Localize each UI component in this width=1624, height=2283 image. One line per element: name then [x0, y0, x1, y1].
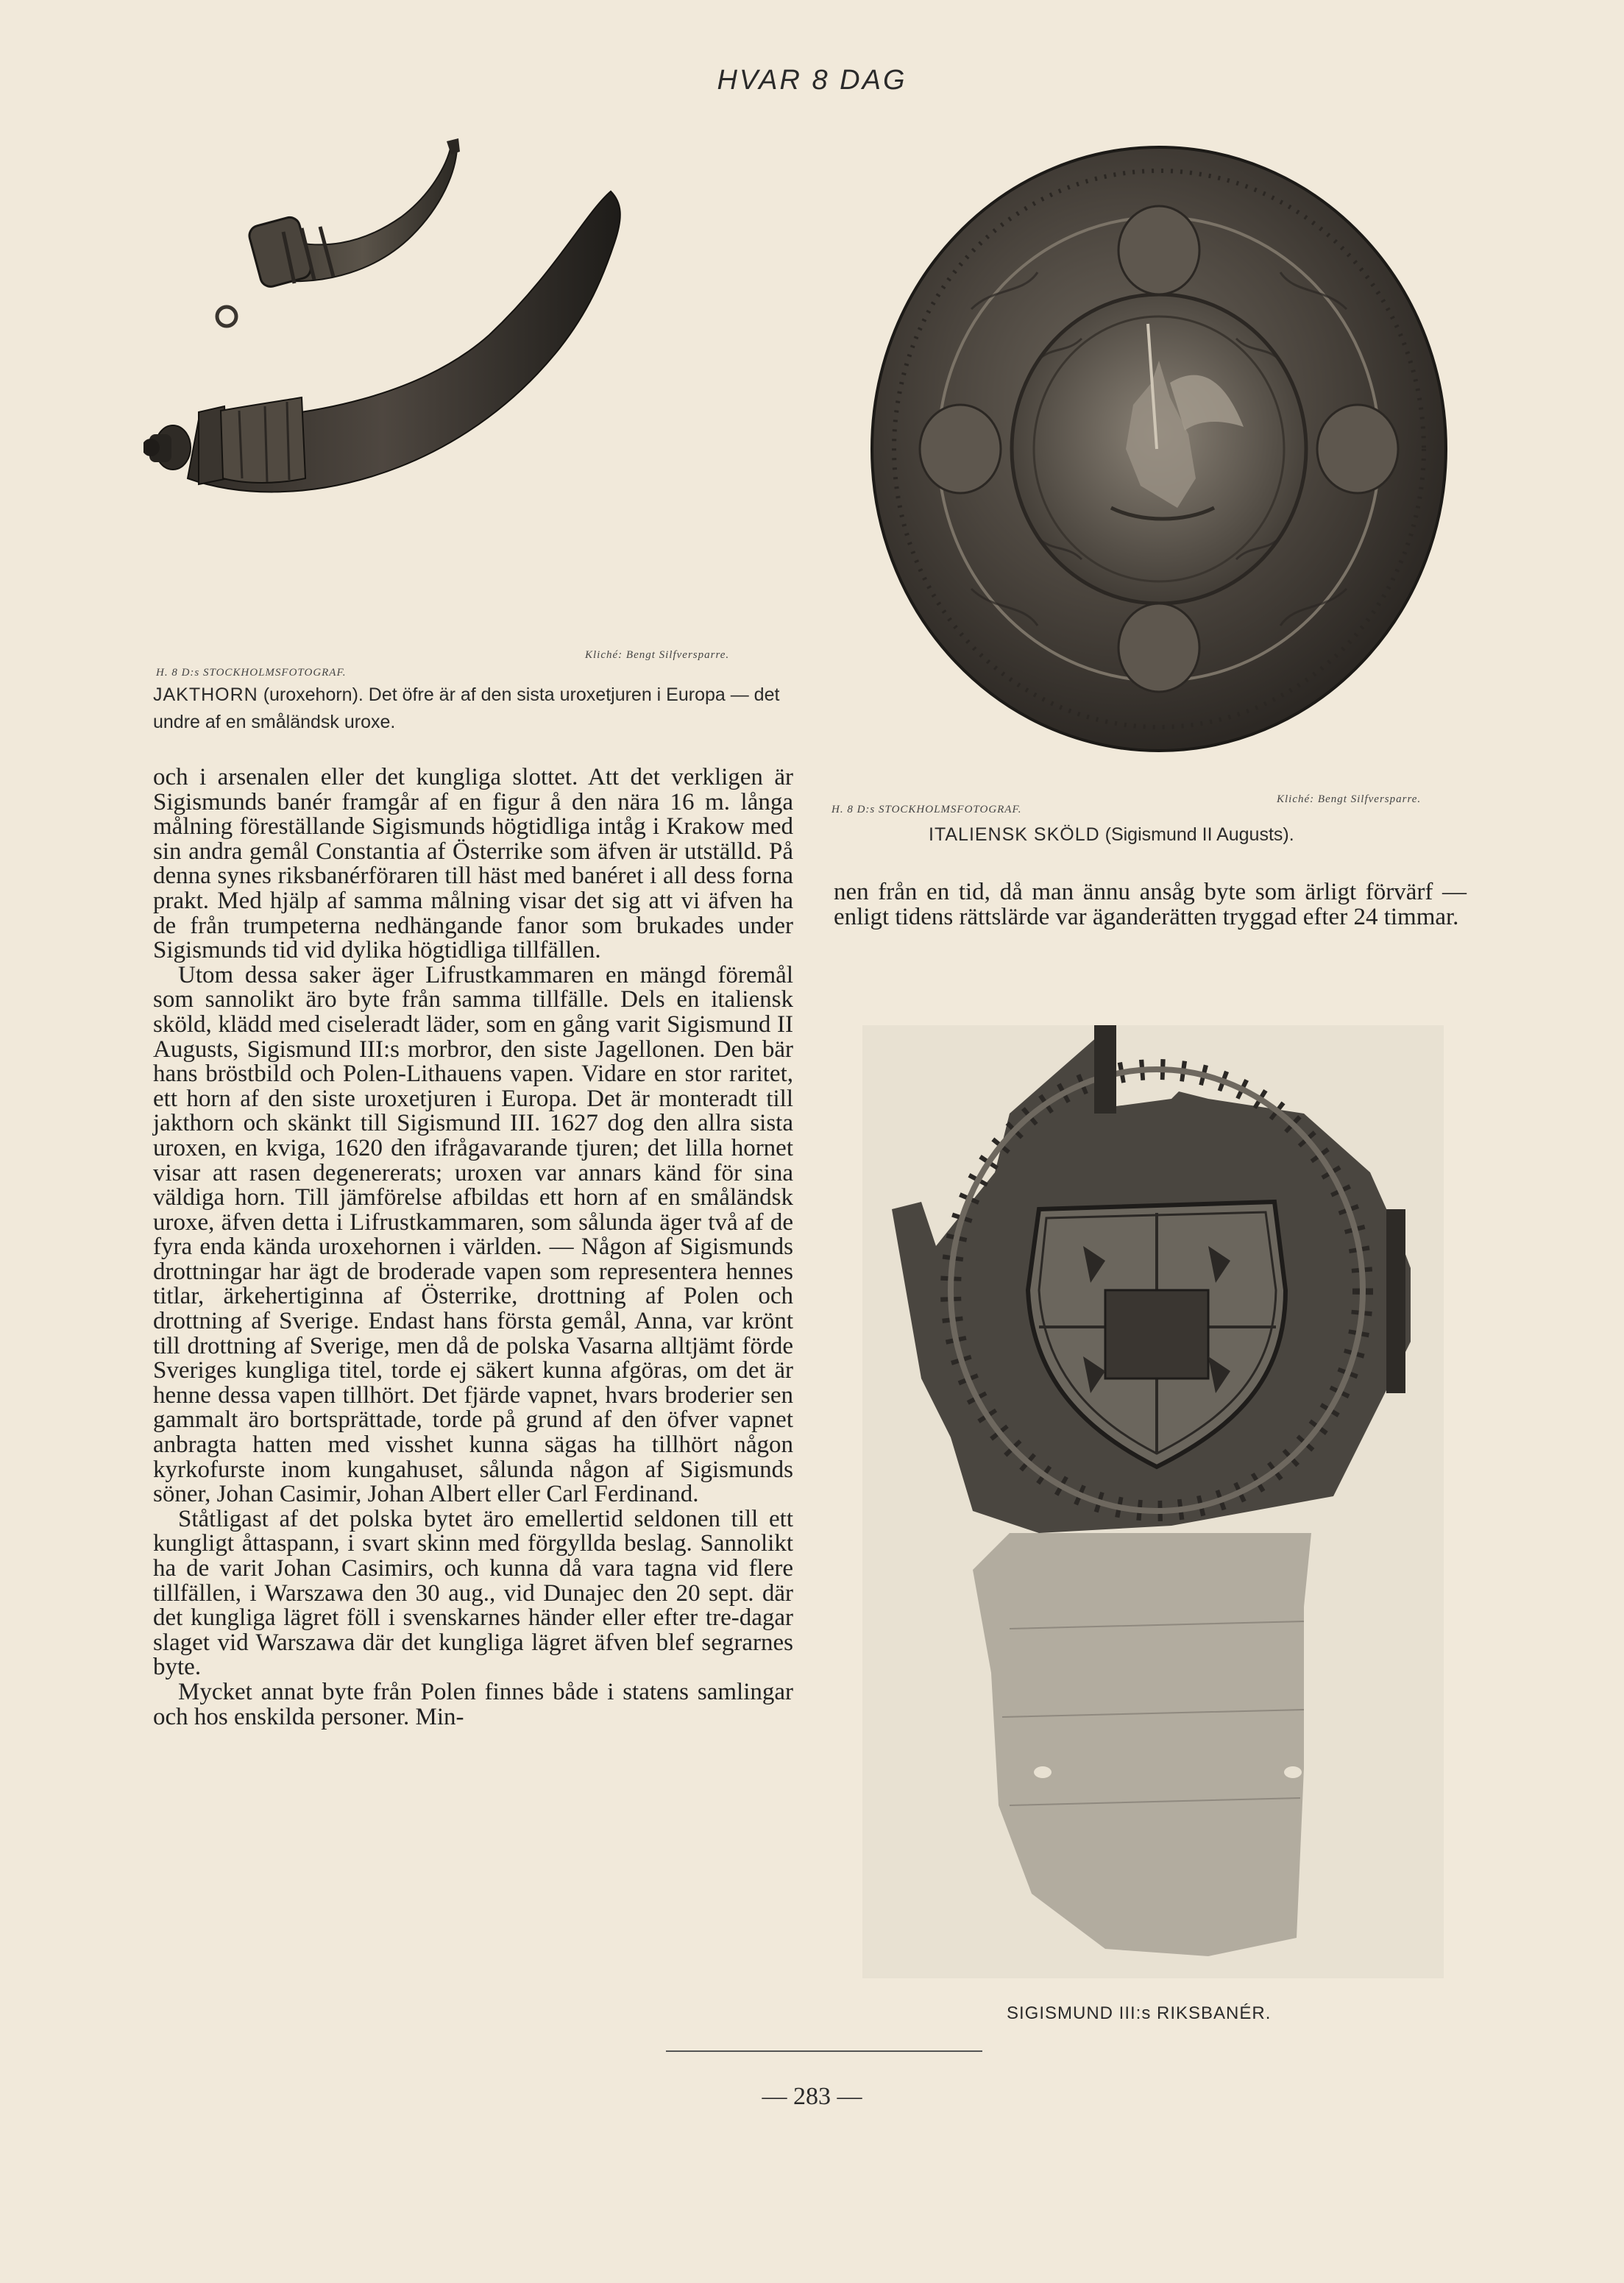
- article-paragraph-2: Utom dessa saker äger Lifrustkammaren en mängd föremål som sannolikt äro byte från samma tillfälle. Dels en italiensk sköld, klädd med ciseleradt läder, som en gång varit Sigismund II Augusts, Sigismund III:s morbror, den siste Jagellonen. Den bär hans bröstbild och Polen-Lithauens vapen. Vidare en stor raritet, ett horn af den siste uroxetjuren i Europa. Det är monteradt till jakthorn och skänkt till Sigismund III. 1627 dog den allra sista uroxen, en kviga, 1620 den ifrågavarande tjuren; det lilla hornet visar att rasen degenererats; uroxen var annars känd för sina väldiga horn. Till jämförelse afbildas ett horn af en småländsk uroxe, äfven detta i Lifrustkammaren, som sålunda äger två af de fyra enda kända uroxehornen i världen. — Någon af Sigismunds drottningar har ägt de broderade vapen som representera hennes titlar, ärkehertiginna af Österrike, drottning af Polen och drottning af Sverige. Endast hans första gemål, Anna, var krönt till drottning af Sverige, men då de polska Vasarna alltjämt förde Sveriges kungliga titel, torde ej säkert kunna afgöras, om det är henne dessa vapen tillhört. Det fjärde vapnet, hvars broderier sen gammalt äro bortsprättade, torde på grund af den öfver vapnet anbragta hatten med visshet kunna sägas ha tillhört någon kyrkofurste inom kungahuset, sålunda någon af Sigismunds söner, Johan Casimir, Johan Albert eller Carl Ferdinand.: [153, 961, 793, 1508]
- small-horn: [217, 138, 460, 326]
- article-left-column: [153, 765, 793, 1730]
- horns-photo: [143, 132, 791, 640]
- horns-caption: [153, 682, 786, 736]
- shield-credit-right: Kliché: Bengt Silfversparre.: [1277, 793, 1422, 805]
- shield-photo: [861, 140, 1450, 765]
- shield-caption-text: (Sigismund II Augusts).: [1104, 824, 1294, 845]
- horns-credit-left: H. 8 D:s STOCKHOLMSFOTOGRAF.: [156, 667, 347, 679]
- banner-lower-cloth: [973, 1533, 1311, 1956]
- article-paragraph-3: Ståtligast af det polska bytet äro emellertid seldonen till ett kungligt åttaspann, i svart skinn med förgyllda beslag. Sannolikt ha de varit Johan Casimirs, och kunna då vara tagna vid flere tillfällen, i Warszawa den 30 aug., vid Dunajec den 20 sept. där det kungliga lägret föll i svenskarnes händer eller efter tre-dagar slaget vid Warszawa där det kungliga lägret äfven blef segrarnes byte.: [153, 1505, 793, 1681]
- article-right-column: [834, 880, 1467, 930]
- article-paragraph-1: och i arsenalen eller det kungliga slottet. Att det verkligen är Sigismunds banér framgår af en figur å den nära 16 m. långa målning föreställande Sigismunds högtidliga intåg i Krakow med sin andra gemål Constantia af Österrike som äfven är utställd. På denna synes riksbanérföraren till häst med banéret i all dess forna prakt. Med hjälp af samma målning visar det sig att vi äfven ha de från trumpeterna nedhängande fanor som brukades under Sigismunds tid vid dylika högtidliga tillfällen.: [153, 764, 793, 964]
- banner-photo: [862, 1025, 1444, 1978]
- article-right-paragraph: nen från en tid, då man ännu ansåg byte som ärligt förvärf — enligt tidens rättslärde var äganderätten tryggad efter 24 timmar.: [834, 879, 1467, 930]
- running-title: HVAR 8 DAG: [717, 65, 907, 96]
- horns-caption-text: (uroxehorn). Det öfre är af den sista uroxetjuren i Europa — det undre af en småländsk uroxe.: [153, 684, 780, 732]
- horns-caption-head: JAKTHORN: [153, 684, 258, 705]
- article-paragraph-4: Mycket annat byte från Polen finnes både i statens samlingar och hos enskilda personer. Min-: [153, 1678, 793, 1730]
- shield-credit-left: H. 8 D:s STOCKHOLMSFOTOGRAF.: [831, 804, 1022, 815]
- footer-rule: [666, 2050, 982, 2052]
- banner-caption: SIGISMUND III:s RIKSBANÉR.: [1007, 2003, 1272, 2023]
- shield-caption-head: ITALIENSK SKÖLD: [929, 824, 1100, 845]
- page-number: — 283 —: [762, 2083, 862, 2110]
- shield-caption: [929, 821, 1294, 849]
- horns-credit-right: Kliché: Bengt Silfversparre.: [585, 649, 730, 661]
